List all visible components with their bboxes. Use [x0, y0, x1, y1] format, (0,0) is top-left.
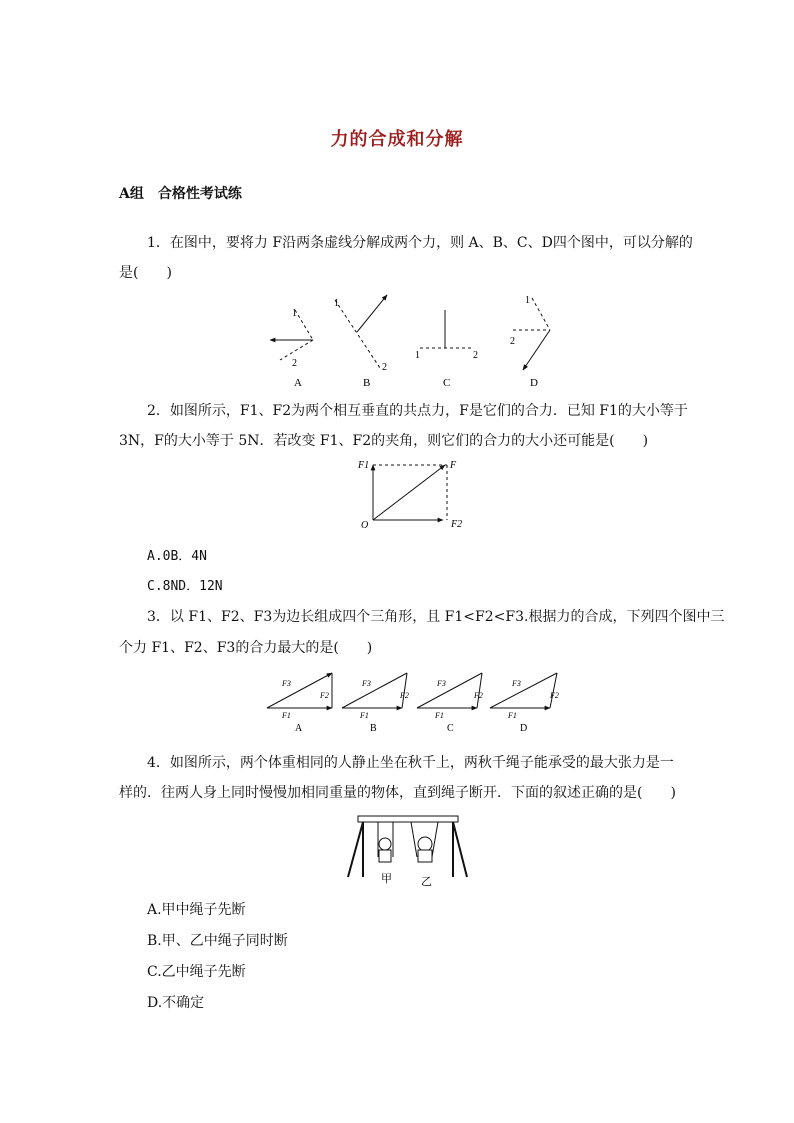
q1-text-line1: 1．在图中，要将力 F沿两条虚线分解成两个力，则 A、B、C、D四个图中，可以分解的	[147, 235, 693, 251]
q3-label-d: D	[520, 723, 528, 734]
q4-text-line2: 样的．往两人身上同时慢慢加相同重量的物体，直到绳子断开．下面的叙述正确的是( )	[119, 785, 676, 801]
q2-option-ab: A.0B．4N	[147, 549, 207, 564]
person-yi-icon	[418, 837, 432, 862]
q1-c-label-2: 2	[473, 350, 478, 361]
q3-label-a: A	[295, 723, 303, 734]
q3-text-line2: 个力 F1、F2、F3的合力最大的是( )	[119, 640, 373, 656]
q3-panel-d	[490, 673, 559, 734]
svg-text:F1: F1	[282, 711, 291, 720]
page-title: 力的合成和分解	[330, 129, 464, 150]
q4-option-d: D.不确定	[147, 995, 205, 1011]
q2-text-line2: 3N，F的大小等于 5N．若改变 F1、F2的夹角，则它们的合力的大小还可能是( )	[119, 433, 649, 449]
q3-panel-b	[342, 673, 409, 734]
q3-panel-a	[267, 673, 332, 734]
q4-text-line1: 4．如图所示，两个体重相同的人静止坐在秋千上，两秋千绳子能承受的最大张力是一	[147, 755, 674, 771]
q3-text-line1: 3．以 F1、F2、F3为边长组成四个三角形，且 F1<F2<F3.根据力的合成，下列四个图中三	[147, 609, 725, 625]
q4-option-c: C.乙中绳子先断	[147, 964, 246, 980]
q1-d-label-1: 1	[525, 295, 530, 306]
svg-text:F2: F2	[320, 691, 329, 700]
section-heading: A组 合格性考试练	[119, 186, 242, 202]
svg-text:F3: F3	[437, 679, 446, 688]
q1-text-line2: 是( )	[119, 265, 172, 281]
q1-panel-d	[510, 295, 550, 389]
q1-d-label-2: 2	[510, 336, 515, 347]
q1-c-label-1: 1	[415, 350, 420, 361]
svg-text:F3: F3	[362, 679, 371, 688]
q1-panel-b	[334, 295, 387, 389]
svg-text:F3: F3	[282, 679, 291, 688]
q1-label-d: D	[530, 377, 538, 389]
q1-panel-c	[415, 310, 478, 389]
svg-text:F2: F2	[400, 691, 409, 700]
q2-label-f2: F2	[451, 519, 463, 530]
svg-text:F1: F1	[435, 711, 444, 720]
q4-label-yi: 乙	[421, 876, 432, 887]
svg-text:F1: F1	[508, 711, 517, 720]
q4-option-a: A.甲中绳子先断	[147, 902, 246, 918]
q3-figure	[262, 668, 562, 738]
q1-label-b: B	[363, 377, 371, 389]
q4-option-b: B.甲、乙中绳子同时断	[147, 933, 288, 949]
person-jia-icon	[379, 838, 391, 862]
q1-a-label-2: 2	[292, 358, 297, 369]
q1-a-label-1: 1	[292, 308, 297, 319]
q2-figure	[355, 455, 470, 530]
q2-label-o: O	[361, 520, 369, 530]
svg-text:F1: F1	[360, 711, 369, 720]
q2-label-f: F	[450, 460, 457, 471]
q3-label-c: C	[447, 723, 454, 734]
svg-text:F2: F2	[550, 691, 559, 700]
q2-label-f1: F1	[358, 460, 370, 471]
q3-panel-c	[417, 673, 483, 734]
q1-panel-a	[270, 308, 313, 389]
q3-label-b: B	[370, 723, 377, 734]
q1-b-label-2: 2	[382, 362, 387, 373]
q1-figure	[255, 290, 565, 390]
q1-b-label-1: 1	[334, 298, 339, 309]
q1-label-c: C	[443, 377, 451, 389]
svg-text:F3: F3	[512, 679, 521, 688]
q2-text-line1: 2．如图所示，F1、F2为两个相互垂直的共点力，F是它们的合力．已知 F1的大小等于	[147, 403, 688, 419]
q4-swing-figure	[343, 812, 473, 887]
q2-option-cd: C.8ND．12N	[147, 579, 223, 594]
svg-text:F2: F2	[474, 691, 483, 700]
q4-label-jia: 甲	[381, 873, 392, 885]
q1-label-a: A	[294, 377, 302, 389]
